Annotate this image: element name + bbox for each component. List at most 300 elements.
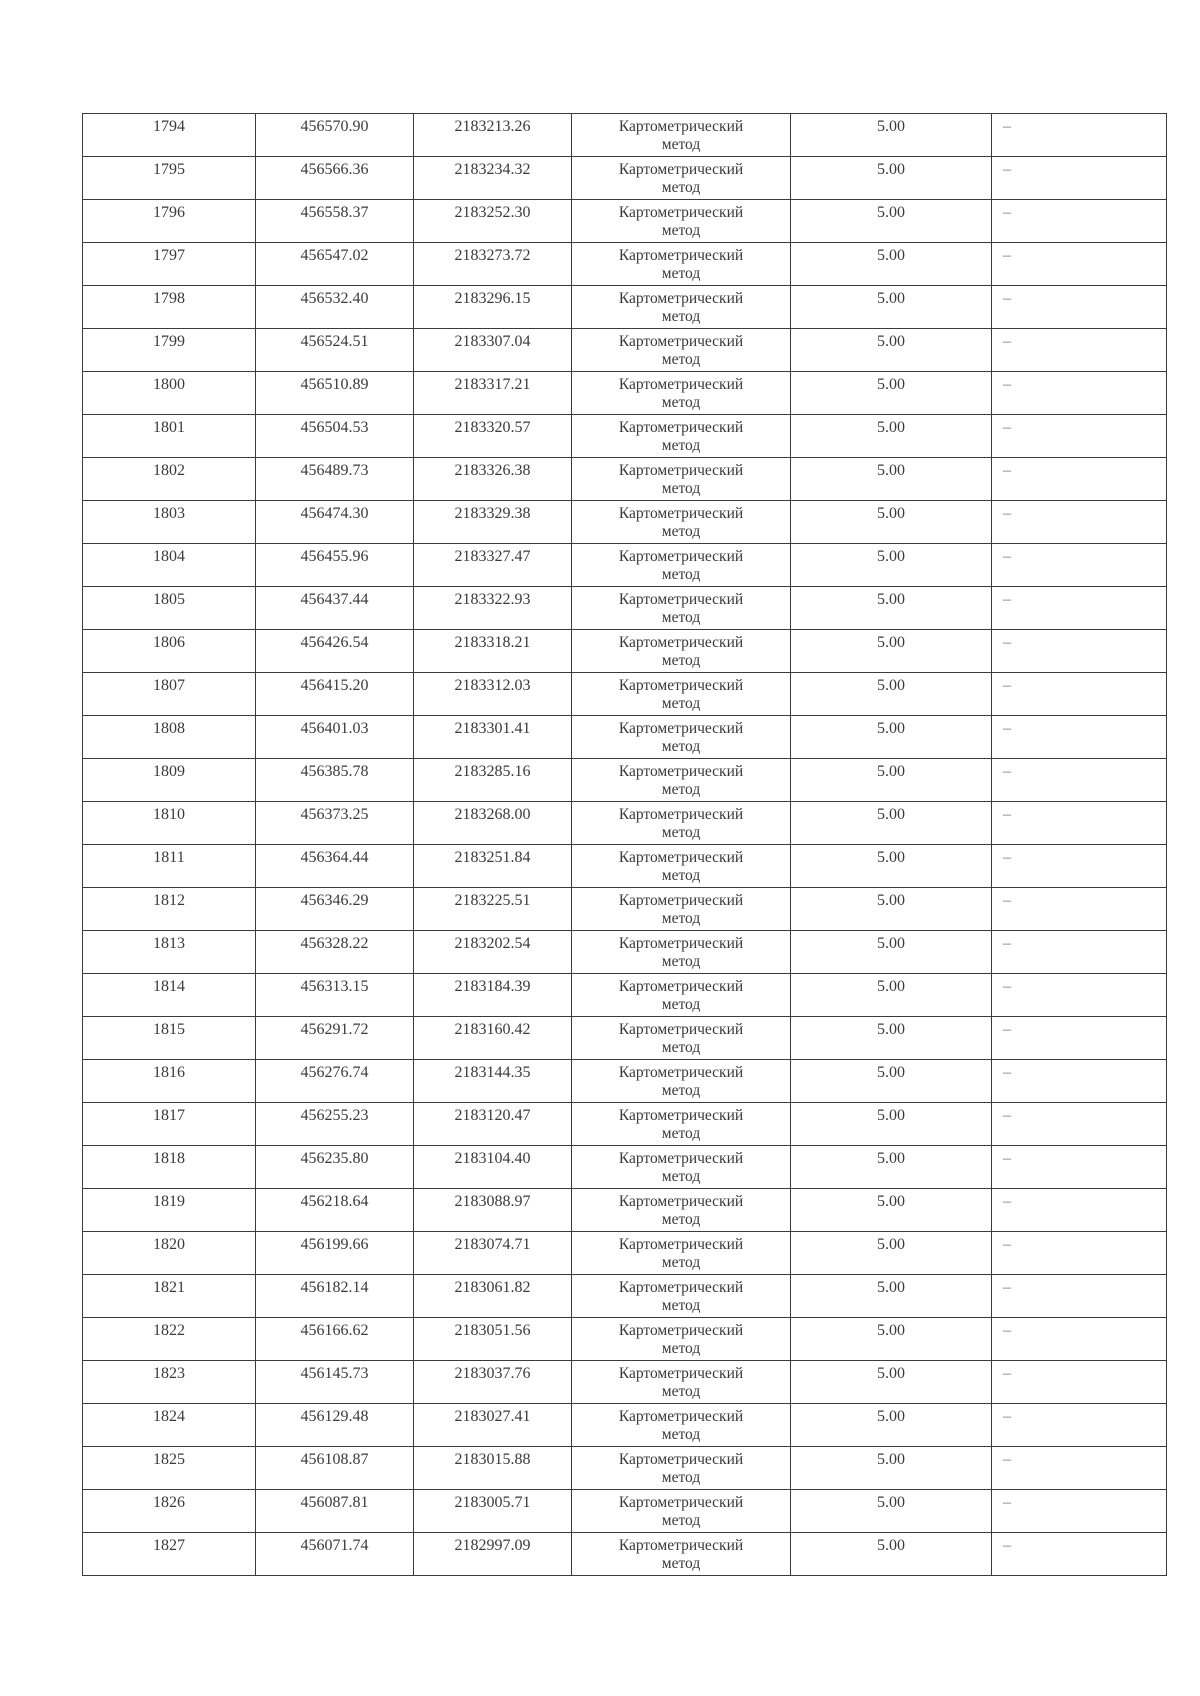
note-cell (992, 544, 1167, 587)
method-text-line2: метод (661, 996, 701, 1013)
table-row (83, 1103, 1167, 1146)
method-text-line2: метод (661, 695, 701, 712)
x-coordinate-cell-text: 456373.25 (300, 806, 369, 823)
method-text-line1: Картометрический (618, 806, 744, 823)
accuracy-cell-text: 5.00 (877, 591, 905, 608)
y-coordinate-cell-text: 2183234.32 (454, 161, 531, 178)
accuracy-cell (791, 673, 992, 716)
method-text-line2: метод (661, 1426, 701, 1443)
y-coordinate-cell-text: 2183252.30 (454, 204, 531, 221)
y-coordinate-cell (414, 1275, 572, 1318)
method-text-line1: Картометрический (618, 892, 744, 909)
x-coordinate-cell-text: 456328.22 (300, 935, 369, 952)
point-number-cell (83, 716, 256, 759)
method-text-line2: метод (661, 136, 701, 153)
x-coordinate-cell-text: 456255.23 (300, 1107, 369, 1124)
point-number-cell (83, 759, 256, 802)
note-cell-text: – (1003, 548, 1011, 565)
point-number-cell-text: 1801 (153, 419, 185, 436)
point-number-cell-text: 1815 (153, 1021, 185, 1038)
method-cell (572, 329, 791, 372)
y-coordinate-cell (414, 630, 572, 673)
method-text-line1: Картометрический (618, 1537, 744, 1554)
note-cell-text: – (1003, 935, 1011, 952)
point-number-cell (83, 888, 256, 931)
point-number-cell (83, 1533, 256, 1576)
y-coordinate-cell (414, 673, 572, 716)
method-cell (572, 845, 791, 888)
note-cell-text: – (1003, 591, 1011, 608)
note-cell (992, 673, 1167, 716)
point-number-cell-text: 1816 (153, 1064, 185, 1081)
table-row (83, 587, 1167, 630)
y-coordinate-cell (414, 501, 572, 544)
y-coordinate-cell (414, 931, 572, 974)
point-number-cell (83, 1447, 256, 1490)
x-coordinate-cell (256, 1189, 414, 1232)
x-coordinate-cell-text: 456510.89 (300, 376, 369, 393)
point-number-cell (83, 1146, 256, 1189)
y-coordinate-cell-text: 2183307.04 (454, 333, 531, 350)
accuracy-cell-text: 5.00 (877, 1451, 905, 1468)
method-text-line1: Картометрический (618, 634, 744, 651)
y-coordinate-cell (414, 1318, 572, 1361)
point-number-cell (83, 243, 256, 286)
method-cell (572, 1103, 791, 1146)
method-text-line1: Картометрический (618, 720, 744, 737)
method-cell (572, 501, 791, 544)
accuracy-cell (791, 888, 992, 931)
x-coordinate-cell (256, 1060, 414, 1103)
point-number-cell-text: 1822 (153, 1322, 185, 1339)
method-text-line1: Картометрический (618, 591, 744, 608)
accuracy-cell-text: 5.00 (877, 1107, 905, 1124)
accuracy-cell (791, 1103, 992, 1146)
accuracy-cell-text: 5.00 (877, 1064, 905, 1081)
table-row (83, 1275, 1167, 1318)
x-coordinate-cell (256, 1533, 414, 1576)
y-coordinate-cell (414, 1189, 572, 1232)
accuracy-cell (791, 157, 992, 200)
table-row (83, 243, 1167, 286)
x-coordinate-cell-text: 456455.96 (300, 548, 369, 565)
table-row (83, 1490, 1167, 1533)
method-text-line1: Картометрический (618, 1494, 744, 1511)
point-number-cell-text: 1797 (153, 247, 185, 264)
point-number-cell-text: 1796 (153, 204, 185, 221)
y-coordinate-cell (414, 458, 572, 501)
y-coordinate-cell-text: 2183301.41 (454, 720, 531, 737)
method-text-line1: Картометрический (618, 978, 744, 995)
note-cell (992, 888, 1167, 931)
y-coordinate-cell (414, 974, 572, 1017)
y-coordinate-cell-text: 2183225.51 (454, 892, 531, 909)
y-coordinate-cell (414, 415, 572, 458)
accuracy-cell-text: 5.00 (877, 1494, 905, 1511)
accuracy-cell-text: 5.00 (877, 806, 905, 823)
note-cell (992, 759, 1167, 802)
accuracy-cell-text: 5.00 (877, 1408, 905, 1425)
method-cell (572, 1361, 791, 1404)
note-cell-text: – (1003, 763, 1011, 780)
accuracy-cell-text: 5.00 (877, 290, 905, 307)
y-coordinate-cell (414, 243, 572, 286)
y-coordinate-cell-text: 2183104.40 (454, 1150, 531, 1167)
x-coordinate-cell-text: 456182.14 (300, 1279, 369, 1296)
note-cell-text: – (1003, 1279, 1011, 1296)
y-coordinate-cell-text: 2183051.56 (454, 1322, 531, 1339)
method-cell (572, 1060, 791, 1103)
x-coordinate-cell-text: 456313.15 (300, 978, 369, 995)
table-row (83, 888, 1167, 931)
table-row (83, 630, 1167, 673)
x-coordinate-cell-text: 456087.81 (300, 1494, 369, 1511)
method-text-line1: Картометрический (618, 1193, 744, 1210)
method-text-line2: метод (661, 1512, 701, 1529)
x-coordinate-cell (256, 372, 414, 415)
table-row (83, 200, 1167, 243)
x-coordinate-cell (256, 286, 414, 329)
point-number-cell (83, 1318, 256, 1361)
point-number-cell-text: 1827 (153, 1537, 185, 1554)
method-text-line2: метод (661, 1469, 701, 1486)
method-cell (572, 372, 791, 415)
accuracy-cell-text: 5.00 (877, 505, 905, 522)
point-number-cell (83, 1361, 256, 1404)
accuracy-cell-text: 5.00 (877, 634, 905, 651)
note-cell-text: – (1003, 376, 1011, 393)
method-text-line2: метод (661, 953, 701, 970)
accuracy-cell (791, 1275, 992, 1318)
accuracy-cell (791, 716, 992, 759)
y-coordinate-cell (414, 329, 572, 372)
point-number-cell-text: 1806 (153, 634, 185, 651)
y-coordinate-cell (414, 716, 572, 759)
note-cell (992, 1017, 1167, 1060)
note-cell-text: – (1003, 1408, 1011, 1425)
x-coordinate-cell-text: 456385.78 (300, 763, 369, 780)
method-text-line2: метод (661, 781, 701, 798)
accuracy-cell-text: 5.00 (877, 935, 905, 952)
x-coordinate-cell (256, 544, 414, 587)
y-coordinate-cell-text: 2183005.71 (454, 1494, 531, 1511)
x-coordinate-cell (256, 243, 414, 286)
y-coordinate-cell (414, 1361, 572, 1404)
note-cell (992, 1103, 1167, 1146)
table-row (83, 329, 1167, 372)
accuracy-cell-text: 5.00 (877, 892, 905, 909)
y-coordinate-cell (414, 1404, 572, 1447)
y-coordinate-cell-text: 2183327.47 (454, 548, 531, 565)
y-coordinate-cell-text: 2183184.39 (454, 978, 531, 995)
note-cell-text: – (1003, 720, 1011, 737)
y-coordinate-cell (414, 544, 572, 587)
point-number-cell (83, 845, 256, 888)
note-cell (992, 114, 1167, 157)
x-coordinate-cell-text: 456570.90 (300, 118, 369, 135)
point-number-cell (83, 1189, 256, 1232)
accuracy-cell-text: 5.00 (877, 1279, 905, 1296)
note-cell (992, 1447, 1167, 1490)
accuracy-cell (791, 544, 992, 587)
x-coordinate-cell-text: 456235.80 (300, 1150, 369, 1167)
x-coordinate-cell-text: 456145.73 (300, 1365, 369, 1382)
x-coordinate-cell-text: 456532.40 (300, 290, 369, 307)
accuracy-cell (791, 1404, 992, 1447)
method-cell (572, 888, 791, 931)
method-text-line2: метод (661, 222, 701, 239)
note-cell (992, 1318, 1167, 1361)
accuracy-cell-text: 5.00 (877, 1193, 905, 1210)
x-coordinate-cell (256, 931, 414, 974)
note-cell-text: – (1003, 247, 1011, 264)
method-text-line1: Картометрический (618, 935, 744, 952)
x-coordinate-cell-text: 456364.44 (300, 849, 369, 866)
method-cell (572, 243, 791, 286)
y-coordinate-cell (414, 759, 572, 802)
accuracy-cell-text: 5.00 (877, 1537, 905, 1554)
table-row (83, 845, 1167, 888)
point-number-cell-text: 1820 (153, 1236, 185, 1253)
note-cell (992, 1361, 1167, 1404)
method-text-line2: метод (661, 566, 701, 583)
note-cell (992, 587, 1167, 630)
x-coordinate-cell (256, 1232, 414, 1275)
x-coordinate-cell-text: 456524.51 (300, 333, 369, 350)
note-cell (992, 802, 1167, 845)
point-number-cell-text: 1814 (153, 978, 185, 995)
table-row (83, 458, 1167, 501)
accuracy-cell (791, 1490, 992, 1533)
point-number-cell (83, 1060, 256, 1103)
x-coordinate-cell (256, 1275, 414, 1318)
note-cell-text: – (1003, 1021, 1011, 1038)
method-cell (572, 1447, 791, 1490)
y-coordinate-cell (414, 286, 572, 329)
note-cell (992, 1490, 1167, 1533)
point-number-cell-text: 1826 (153, 1494, 185, 1511)
method-cell (572, 587, 791, 630)
note-cell (992, 1189, 1167, 1232)
table-row (83, 1533, 1167, 1576)
x-coordinate-cell (256, 415, 414, 458)
accuracy-cell (791, 1533, 992, 1576)
y-coordinate-cell (414, 114, 572, 157)
method-cell (572, 200, 791, 243)
method-cell (572, 1275, 791, 1318)
x-coordinate-cell (256, 200, 414, 243)
method-cell (572, 114, 791, 157)
table-row (83, 1361, 1167, 1404)
y-coordinate-cell-text: 2183213.26 (454, 118, 531, 135)
method-cell (572, 630, 791, 673)
point-number-cell-text: 1818 (153, 1150, 185, 1167)
accuracy-cell (791, 1361, 992, 1404)
accuracy-cell-text: 5.00 (877, 204, 905, 221)
accuracy-cell (791, 329, 992, 372)
note-cell-text: – (1003, 1494, 1011, 1511)
method-text-line1: Картометрический (618, 505, 744, 522)
accuracy-cell (791, 759, 992, 802)
method-text-line1: Картометрический (618, 333, 744, 350)
y-coordinate-cell (414, 1017, 572, 1060)
y-coordinate-cell-text: 2183322.93 (454, 591, 531, 608)
note-cell-text: – (1003, 1236, 1011, 1253)
point-number-cell-text: 1813 (153, 935, 185, 952)
accuracy-cell-text: 5.00 (877, 548, 905, 565)
method-cell (572, 415, 791, 458)
y-coordinate-cell-text: 2183074.71 (454, 1236, 531, 1253)
x-coordinate-cell (256, 1017, 414, 1060)
method-cell (572, 458, 791, 501)
point-number-cell (83, 544, 256, 587)
method-text-line2: метод (661, 1082, 701, 1099)
x-coordinate-cell (256, 1404, 414, 1447)
point-number-cell (83, 501, 256, 544)
y-coordinate-cell (414, 200, 572, 243)
accuracy-cell-text: 5.00 (877, 763, 905, 780)
method-cell (572, 544, 791, 587)
note-cell (992, 501, 1167, 544)
accuracy-cell (791, 630, 992, 673)
note-cell (992, 716, 1167, 759)
x-coordinate-cell-text: 456218.64 (300, 1193, 369, 1210)
y-coordinate-cell (414, 802, 572, 845)
y-coordinate-cell-text: 2183329.38 (454, 505, 531, 522)
point-number-cell (83, 1232, 256, 1275)
method-text-line1: Картометрический (618, 1021, 744, 1038)
coordinates-table (82, 113, 1167, 1576)
point-number-cell (83, 1490, 256, 1533)
accuracy-cell (791, 587, 992, 630)
method-cell (572, 1189, 791, 1232)
x-coordinate-cell (256, 630, 414, 673)
accuracy-cell-text: 5.00 (877, 1021, 905, 1038)
point-number-cell-text: 1807 (153, 677, 185, 694)
method-text-line1: Картометрический (618, 1451, 744, 1468)
method-text-line2: метод (661, 738, 701, 755)
note-cell-text: – (1003, 1193, 1011, 1210)
note-cell-text: – (1003, 505, 1011, 522)
x-coordinate-cell-text: 456108.87 (300, 1451, 369, 1468)
x-coordinate-cell (256, 716, 414, 759)
x-coordinate-cell-text: 456474.30 (300, 505, 369, 522)
y-coordinate-cell (414, 157, 572, 200)
y-coordinate-cell-text: 2183061.82 (454, 1279, 531, 1296)
point-number-cell-text: 1824 (153, 1408, 185, 1425)
method-text-line1: Картометрический (618, 290, 744, 307)
method-text-line2: метод (661, 1340, 701, 1357)
accuracy-cell (791, 1232, 992, 1275)
y-coordinate-cell-text: 2183317.21 (454, 376, 531, 393)
method-text-line1: Картометрический (618, 1236, 744, 1253)
accuracy-cell-text: 5.00 (877, 677, 905, 694)
point-number-cell-text: 1808 (153, 720, 185, 737)
y-coordinate-cell (414, 1232, 572, 1275)
accuracy-cell (791, 1017, 992, 1060)
point-number-cell-text: 1804 (153, 548, 185, 565)
method-text-line1: Картометрический (618, 849, 744, 866)
accuracy-cell (791, 458, 992, 501)
accuracy-cell (791, 802, 992, 845)
note-cell-text: – (1003, 892, 1011, 909)
accuracy-cell (791, 114, 992, 157)
method-cell (572, 1146, 791, 1189)
accuracy-cell (791, 286, 992, 329)
table-row (83, 759, 1167, 802)
method-text-line1: Картометрический (618, 1107, 744, 1124)
table-row (83, 1232, 1167, 1275)
y-coordinate-cell (414, 1146, 572, 1189)
note-cell (992, 931, 1167, 974)
method-text-line2: метод (661, 179, 701, 196)
method-text-line1: Картометрический (618, 204, 744, 221)
point-number-cell-text: 1821 (153, 1279, 185, 1296)
y-coordinate-cell (414, 372, 572, 415)
note-cell (992, 974, 1167, 1017)
method-text-line2: метод (661, 523, 701, 540)
y-coordinate-cell (414, 1060, 572, 1103)
method-text-line2: метод (661, 1211, 701, 1228)
note-cell-text: – (1003, 1365, 1011, 1382)
y-coordinate-cell-text: 2183273.72 (454, 247, 531, 264)
x-coordinate-cell (256, 802, 414, 845)
point-number-cell-text: 1794 (153, 118, 185, 135)
method-cell (572, 1232, 791, 1275)
point-number-cell (83, 931, 256, 974)
y-coordinate-cell-text: 2183015.88 (454, 1451, 531, 1468)
table-row (83, 931, 1167, 974)
accuracy-cell (791, 1447, 992, 1490)
accuracy-cell-text: 5.00 (877, 1322, 905, 1339)
y-coordinate-cell-text: 2183202.54 (454, 935, 531, 952)
x-coordinate-cell (256, 1318, 414, 1361)
accuracy-cell (791, 974, 992, 1017)
y-coordinate-cell-text: 2183088.97 (454, 1193, 531, 1210)
accuracy-cell (791, 415, 992, 458)
accuracy-cell-text: 5.00 (877, 419, 905, 436)
point-number-cell-text: 1803 (153, 505, 185, 522)
note-cell-text: – (1003, 118, 1011, 135)
note-cell-text: – (1003, 1322, 1011, 1339)
point-number-cell (83, 974, 256, 1017)
method-text-line2: метод (661, 308, 701, 325)
x-coordinate-cell (256, 587, 414, 630)
y-coordinate-cell-text: 2183120.47 (454, 1107, 531, 1124)
method-text-line1: Картометрический (618, 118, 744, 135)
method-text-line1: Картометрический (618, 247, 744, 264)
method-cell (572, 1533, 791, 1576)
x-coordinate-cell (256, 1447, 414, 1490)
y-coordinate-cell-text: 2183268.00 (454, 806, 531, 823)
y-coordinate-cell-text: 2183312.03 (454, 677, 531, 694)
y-coordinate-cell-text: 2182997.09 (454, 1537, 531, 1554)
accuracy-cell-text: 5.00 (877, 161, 905, 178)
point-number-cell (83, 415, 256, 458)
method-cell (572, 931, 791, 974)
table-row (83, 1404, 1167, 1447)
x-coordinate-cell (256, 1146, 414, 1189)
accuracy-cell-text: 5.00 (877, 376, 905, 393)
note-cell-text: – (1003, 1107, 1011, 1124)
x-coordinate-cell (256, 888, 414, 931)
point-number-cell (83, 372, 256, 415)
y-coordinate-cell-text: 2183037.76 (454, 1365, 531, 1382)
note-cell (992, 1146, 1167, 1189)
y-coordinate-cell (414, 587, 572, 630)
x-coordinate-cell (256, 114, 414, 157)
x-coordinate-cell (256, 501, 414, 544)
